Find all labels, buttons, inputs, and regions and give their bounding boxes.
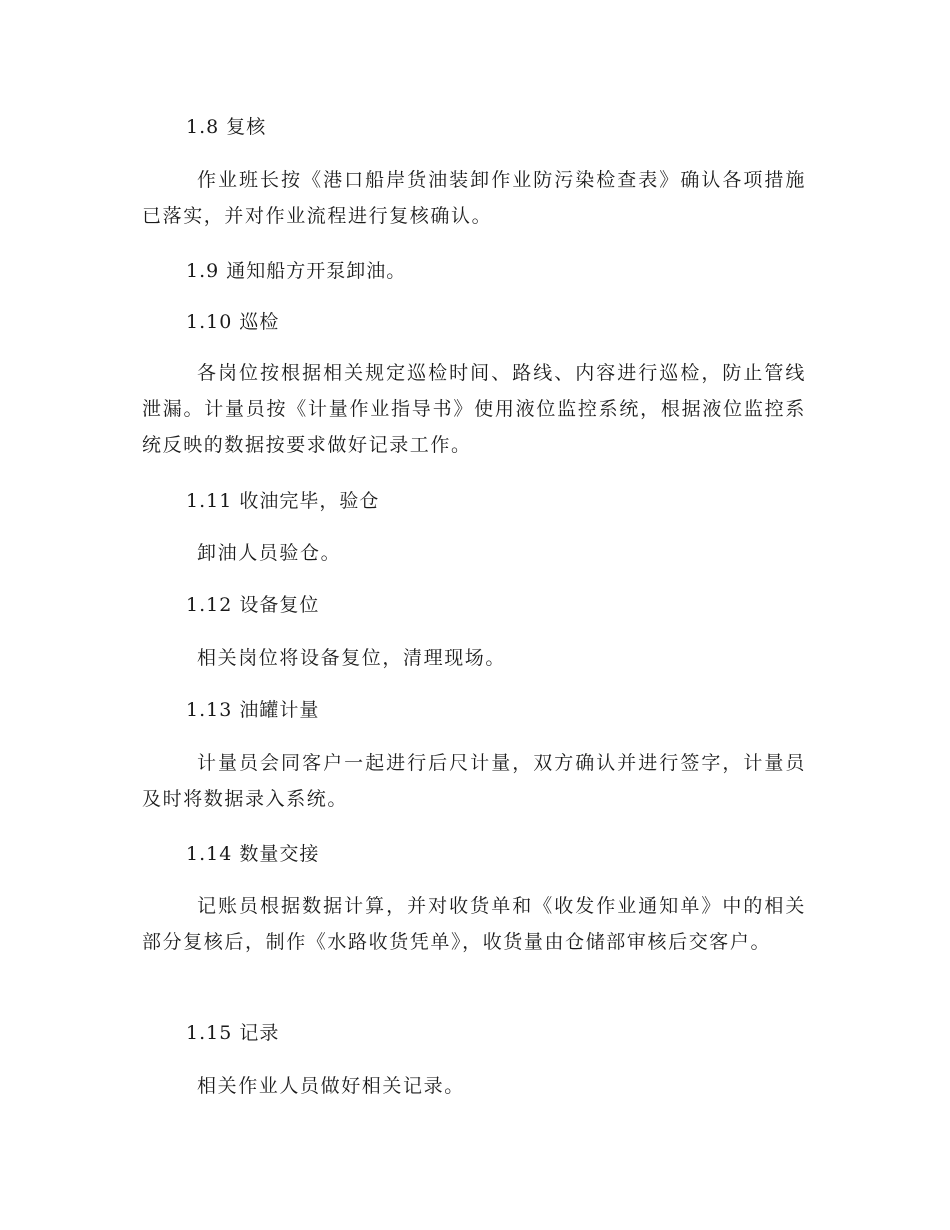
section-body-1-15: 相关作业人员做好相关记录。 <box>197 1075 465 1097</box>
section-heading-1-10: 1.10 巡检 <box>186 311 280 333</box>
section-body-1-8: 作业班长按《港口船岸货油装卸作业防污染检查表》确认各项措施已落实，并对作业流程进行复核确认。 <box>142 169 806 227</box>
section-body-1-12: 相关岗位将设备复位，清理现场。 <box>197 647 507 669</box>
section-heading-1-12: 1.12 设备复位 <box>186 594 320 616</box>
section-body-1-11: 卸油人员验仓。 <box>197 542 342 564</box>
section-heading-1-14: 1.14 数量交接 <box>186 843 320 865</box>
section-body-1-13: 计量员会同客户一起进行后尺计量，双方确认并进行签字，计量员及时将数据录入系统。 <box>142 752 806 810</box>
section-heading-1-11: 1.11 收油完毕，验仓 <box>186 490 380 512</box>
section-body-1-14: 记账员根据数据计算，并对收货单和《收发作业通知单》中的相关部分复核后，制作《水路收货凭单》，收货量由仓储部审核后交客户。 <box>142 895 806 953</box>
section-heading-1-8: 1.8 复核 <box>186 116 267 138</box>
section-body-1-10: 各岗位按根据相关规定巡检时间、路线、内容进行巡检，防止管线泄漏。计量员按《计量作业指导书》使用液位监控系统，根据液位监控系统反映的数据按要求做好记录工作。 <box>142 362 806 456</box>
section-heading-1-13: 1.13 油罐计量 <box>186 699 320 721</box>
section-heading-1-9: 1.9 通知船方开泵卸油。 <box>186 260 407 282</box>
section-heading-1-15: 1.15 记录 <box>186 1022 280 1044</box>
